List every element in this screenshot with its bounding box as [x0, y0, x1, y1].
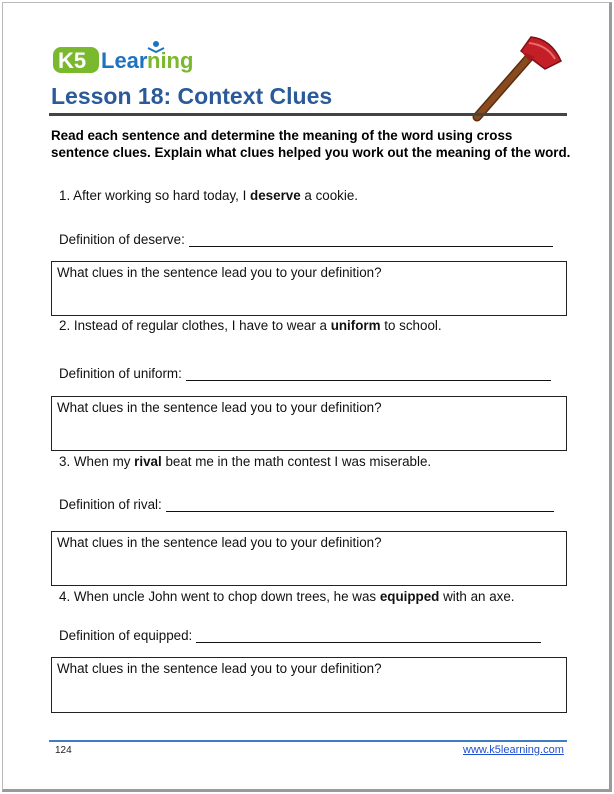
clue-answer-box-1[interactable] [51, 261, 567, 316]
k5-learning-logo [51, 39, 199, 77]
definition-row-1 [59, 232, 553, 247]
definition-answer-line[interactable] [186, 369, 551, 381]
clue-prompt: What clues in the sentence lead you to your definition? [57, 265, 382, 280]
definition-row-4 [59, 628, 541, 643]
target-word: rival [134, 454, 162, 469]
question-1: 1. After working so hard today, I deserve a cookie. [59, 188, 359, 203]
definition-label: Definition of uniform: [59, 366, 182, 381]
question-4: 4. When uncle John went to chop down trees, he was equipped with an axe. [59, 589, 515, 604]
axe-illustration [463, 31, 563, 125]
website-link[interactable]: www.k5learning.com [463, 744, 564, 756]
instructions-line-2: sentence clues. Explain what clues helped you work out the meaning of the word. [51, 145, 571, 160]
question-3: 3. When my rival beat me in the math contest I was miserable. [59, 454, 432, 469]
instructions [51, 127, 591, 161]
lesson-title: Lesson 18: Context Clues [51, 83, 333, 109]
page-number: 124 [55, 745, 72, 756]
target-word: uniform [330, 318, 381, 333]
definition-label: Definition of equipped: [59, 628, 193, 643]
target-word: equipped [379, 589, 440, 604]
svg-text:K5: K5 [58, 48, 87, 73]
footer-divider [49, 740, 567, 742]
clue-answer-box-4[interactable] [51, 657, 567, 713]
definition-row-3 [59, 497, 554, 512]
instructions-line-1: Read each sentence and determine the meaning of the word using cross [51, 128, 513, 143]
question-2: 2. Instead of regular clothes, I have to wear a uniform to school. [59, 318, 442, 333]
clue-prompt: What clues in the sentence lead you to your definition? [57, 400, 382, 415]
target-word: deserve [250, 188, 301, 203]
definition-answer-line[interactable] [189, 235, 553, 247]
svg-text:Lear: Lear [101, 48, 148, 73]
title-divider [49, 113, 567, 116]
clue-answer-box-3[interactable] [51, 531, 567, 586]
definition-answer-line[interactable] [166, 500, 554, 512]
svg-text:ning: ning [147, 48, 194, 73]
definition-label: Definition of rival: [59, 497, 162, 512]
clue-answer-box-2[interactable] [51, 396, 567, 451]
clue-prompt: What clues in the sentence lead you to your definition? [57, 535, 382, 550]
worksheet-page [2, 2, 612, 792]
definition-row-2 [59, 366, 551, 381]
clue-prompt: What clues in the sentence lead you to your definition? [57, 661, 382, 676]
definition-answer-line[interactable] [196, 631, 541, 643]
definition-label: Definition of deserve: [59, 232, 185, 247]
